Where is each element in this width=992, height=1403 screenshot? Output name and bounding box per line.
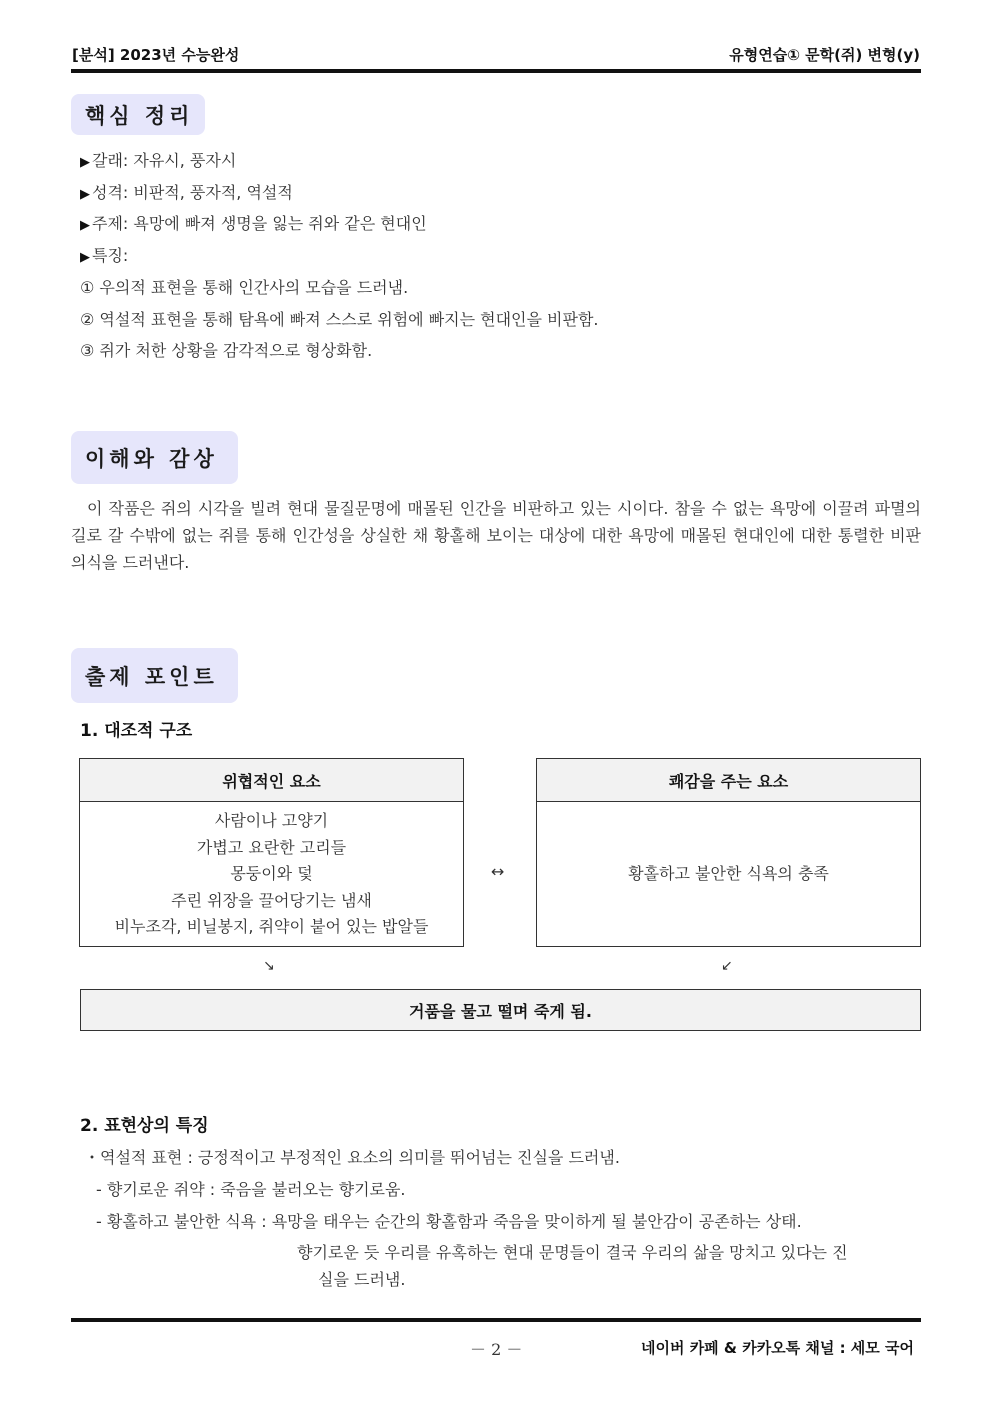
appreciation-paragraph: 이 작품은 쥐의 시각을 빌려 현대 물질문명에 매몰된 인간을 비판하고 있는 시이다. 참을 수 없는 욕망에 이끌려 파멸의 길로 갈 수밖에 없는 쥐를 통해 인간성을 상실한 채 황홀해 보이는 대상에 대한 욕망에 매몰된 현대인에 대한 통렬한 비판 의식을 드러낸다.	[71, 499, 921, 572]
threat-elements-box	[79, 758, 464, 947]
core-item-text: 갈래: 자유시, 풍자시	[92, 151, 237, 170]
pleasure-item: 황홀하고 불안한 식욕의 충족	[628, 864, 829, 884]
threat-item: 비누조각, 비닐봉지, 쥐약이 붙어 있는 밥알들	[114, 917, 429, 937]
core-item-character	[80, 180, 293, 203]
feature-3: ③ 쥐가 처한 상황을 감각적으로 형상화함.	[80, 341, 373, 360]
section-title-appreciation: 이해와 감상	[71, 431, 238, 484]
bidirectional-arrow-icon: ↔	[491, 862, 505, 881]
triangle-marker-icon: ▶	[80, 218, 90, 233]
section-title-exam-points: 출제 포인트	[71, 648, 238, 703]
core-item-text: 주제: 욕망에 빠져 생명을 잃는 쥐와 같은 현대인	[92, 214, 427, 233]
feature-2: ② 역설적 표현을 통해 탐욕에 빠져 스스로 위험에 빠지는 현대인을 비판함.	[80, 310, 599, 329]
core-item-theme	[80, 211, 427, 234]
header-left-title: [분석] 2023년 수능완성	[72, 46, 240, 64]
core-item-features	[80, 243, 128, 266]
bottom-divider	[71, 1318, 921, 1322]
subheading-contrast-structure: 1. 대조적 구조	[80, 721, 193, 741]
core-item-genre	[80, 148, 236, 171]
triangle-marker-icon: ▶	[80, 187, 90, 202]
paradox-example-1: - 향기로운 쥐약 : 죽음을 불러오는 향기로움.	[96, 1180, 406, 1199]
threat-item: 사람이나 고양기	[214, 811, 329, 831]
triangle-marker-icon: ▶	[80, 155, 90, 170]
header-right-title: 유형연습① 문학(쥐) 변형(y)	[729, 46, 920, 64]
threat-item: 몽둥이와 덫	[230, 864, 313, 884]
pleasure-elements-box	[536, 758, 921, 947]
subheading-expression-features: 2. 표현상의 특징	[80, 1116, 209, 1136]
paradox-bullet: ・역설적 표현 : 긍정적이고 부정적인 요소의 의미를 뛰어넘는 진실을 드러냄.	[84, 1148, 620, 1167]
core-item-text: 성격: 비판적, 풍자적, 역설적	[92, 183, 293, 202]
threat-elements-title: 위협적인 요소	[80, 759, 463, 802]
threat-item: 주린 위장을 끌어당기는 냄새	[171, 890, 372, 910]
pleasure-elements-title: 쾌감을 주는 요소	[537, 759, 920, 802]
page-number: － 2 －	[470, 1340, 523, 1359]
arrow-down-right-icon: ↘	[263, 958, 275, 974]
core-item-text: 특징:	[92, 246, 129, 265]
paradox-example-2: - 황홀하고 불안한 식욕 : 욕망을 태우는 순간의 황홀함과 죽음을 맞이하게 될 불안감이 공존하는 상태.	[96, 1212, 802, 1231]
threat-item: 가볍고 요란한 고리들	[196, 837, 347, 857]
section-title-core: 핵심 정리	[71, 94, 205, 135]
top-divider	[71, 69, 921, 73]
triangle-marker-icon: ▶	[80, 250, 90, 265]
paradox-example-2-continued-end: 실을 드러냄.	[318, 1270, 406, 1289]
arrow-down-left-icon: ↙	[721, 958, 733, 974]
threat-elements-list	[80, 802, 463, 947]
pleasure-elements-content	[537, 802, 920, 947]
feature-1: ① 우의적 표현을 통해 인간사의 모습을 드러냄.	[80, 278, 409, 297]
result-box: 거품을 물고 떨며 죽게 됨.	[80, 989, 921, 1031]
footer-channel: 네이버 카페 & 카카오톡 채널 : 세모 국어	[641, 1339, 914, 1357]
paradox-example-2-continued: 향기로운 듯 우리를 유혹하는 현대 문명들이 결국 우리의 삶을 망치고 있다는 진	[297, 1243, 848, 1262]
